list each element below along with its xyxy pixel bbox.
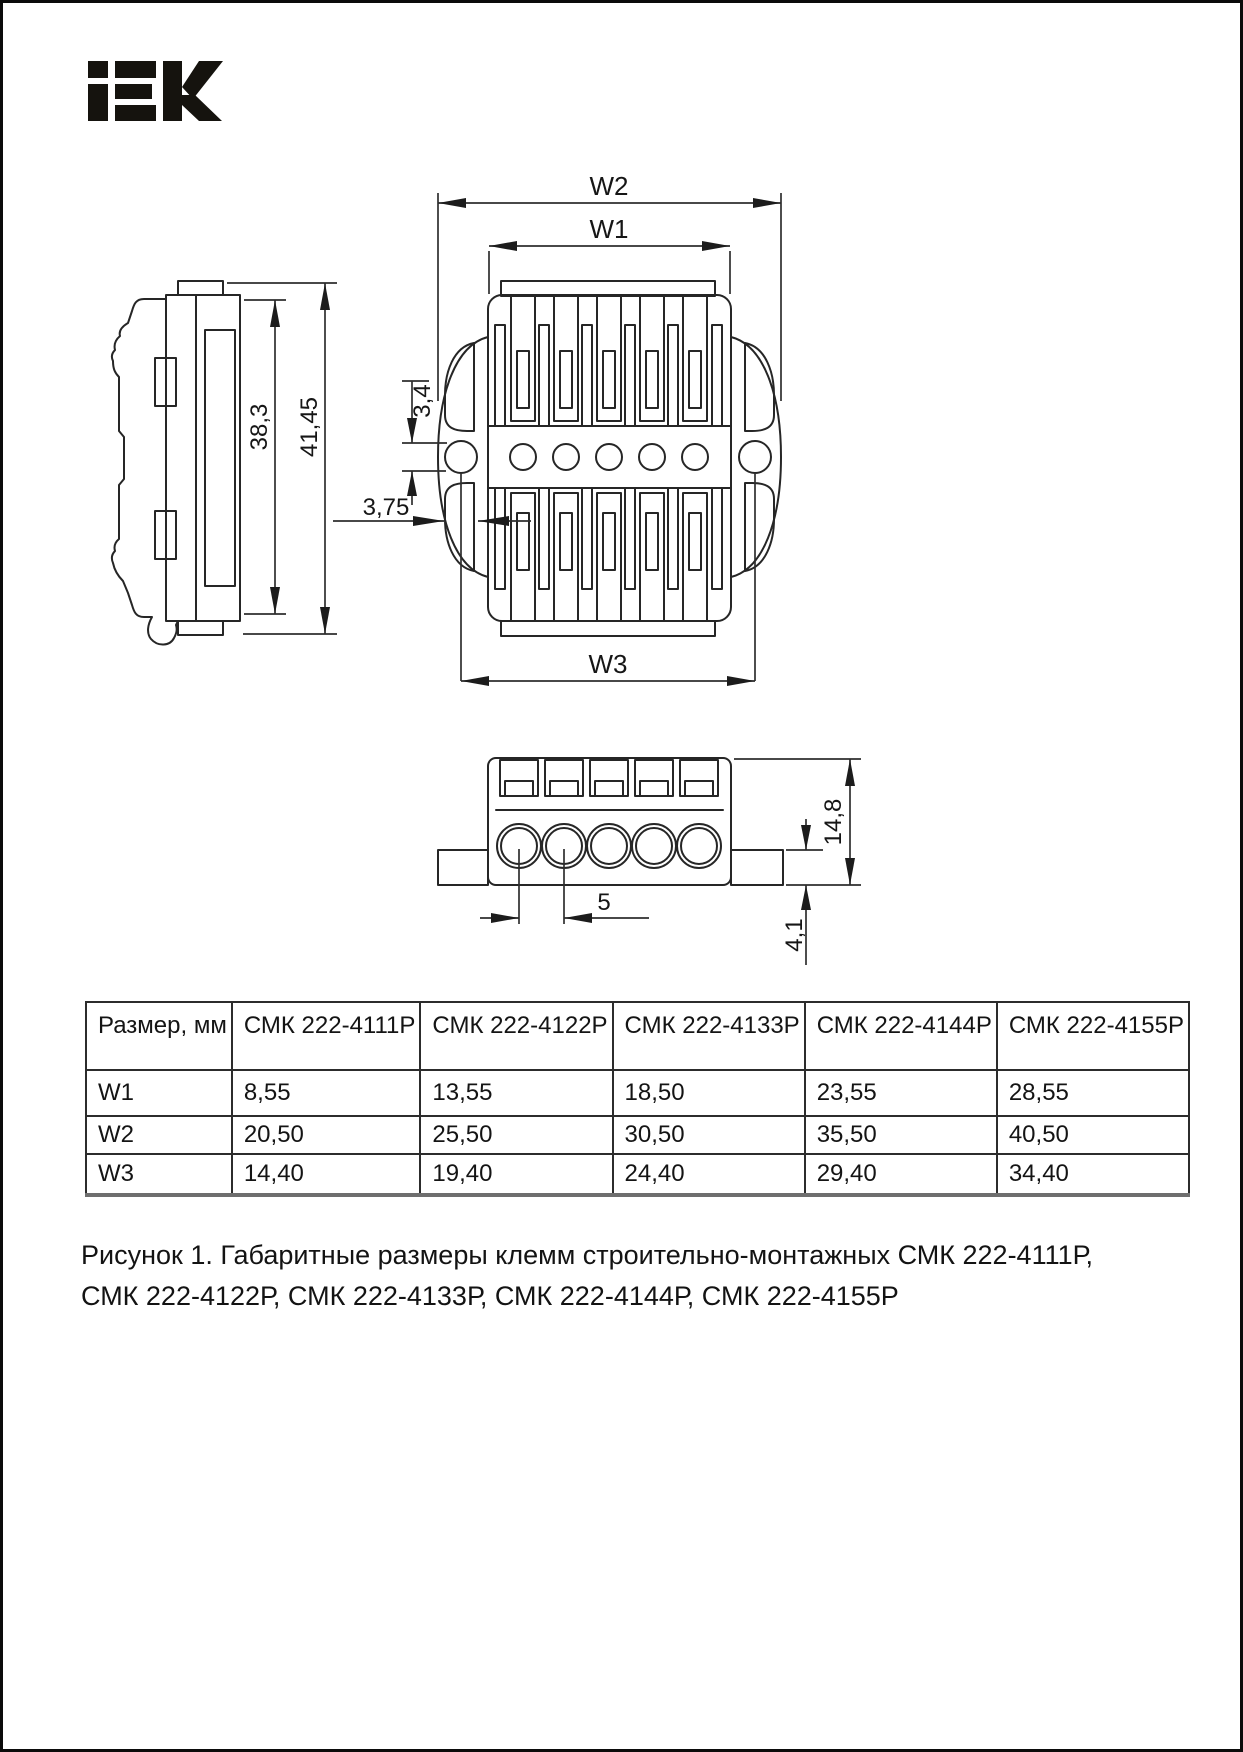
figure-caption: Рисунок 1. Габаритные размеры клемм строительно-монтажных СМК 222-4111Р, СМК 222-4122Р, СМК 222-4133Р, СМК 222-4144Р, СМК 222-4155Р: [81, 1240, 1094, 1311]
col-header-smk-4122: СМК 222-4122Р: [420, 1002, 612, 1070]
dim-41-45: [227, 283, 337, 634]
din-clip-profile: [112, 299, 178, 645]
cell-value: 34,40: [997, 1154, 1189, 1195]
dim-14-8: [734, 759, 861, 885]
table-row-w2: [86, 1116, 1189, 1154]
cell-value: 30,50: [613, 1116, 805, 1154]
cell-value: 28,55: [997, 1070, 1189, 1116]
dim-label-w3: W3: [588, 649, 628, 679]
dim-4-1: [781, 819, 823, 965]
dim-38-3: [244, 300, 286, 614]
col-header-smk-4155: СМК 222-4155Р: [997, 1002, 1189, 1070]
cell-value: 25,50: [420, 1116, 612, 1154]
plan-view: [333, 171, 781, 686]
cell-value: 8,55: [232, 1070, 421, 1116]
cell-value: 35,50: [805, 1116, 997, 1154]
col-header-size: Размер, мм: [86, 1002, 232, 1070]
cell-value: 18,50: [613, 1070, 805, 1116]
dim-label-5: 5: [597, 889, 611, 916]
dim-label-4-1: 4,1: [781, 918, 808, 952]
cell-value: 29,40: [805, 1154, 997, 1195]
table-row-w1: [86, 1070, 1189, 1116]
dim-label-14-8: 14,8: [820, 798, 847, 846]
dim-label-41-45: 41,45: [296, 396, 323, 458]
cell-value: 14,40: [232, 1154, 421, 1195]
bottom-levers: [495, 488, 722, 621]
front-view: [438, 758, 861, 965]
right-mounting-hole: [739, 441, 771, 473]
row-label: W3: [86, 1154, 232, 1195]
cell-value: 13,55: [420, 1070, 612, 1116]
cell-value: 40,50: [997, 1116, 1189, 1154]
dim-label-w2: W2: [589, 171, 629, 201]
dim-label-3-75: 3,75: [362, 494, 410, 521]
dim-label-w1: W1: [589, 214, 629, 244]
dim-label-3-4: 3,4: [409, 384, 436, 418]
cell-value: 20,50: [232, 1116, 421, 1154]
cell-value: 23,55: [805, 1070, 997, 1116]
top-levers: [495, 296, 722, 426]
front-wire-holes: [497, 824, 721, 868]
row-label: W1: [86, 1070, 232, 1116]
table-row-w3: [86, 1154, 1189, 1195]
dim-5: [480, 849, 649, 924]
dimensions-table: [85, 1001, 1190, 1197]
table-header-row: [86, 1002, 1189, 1070]
front-top-slots: [500, 760, 718, 796]
left-mounting-hole: [445, 441, 477, 473]
dim-3-75: [333, 494, 531, 526]
dim-label-38-3: 38,3: [246, 403, 273, 451]
side-view: [112, 281, 337, 645]
cell-value: 24,40: [613, 1154, 805, 1195]
cell-value: 19,40: [420, 1154, 612, 1195]
col-header-smk-4111: СМК 222-4111Р: [232, 1002, 421, 1070]
dimension-drawing: [3, 3, 1243, 983]
row-label: W2: [86, 1116, 232, 1154]
col-header-smk-4133: СМК 222-4133Р: [613, 1002, 805, 1070]
col-header-smk-4144: СМК 222-4144Р: [805, 1002, 997, 1070]
